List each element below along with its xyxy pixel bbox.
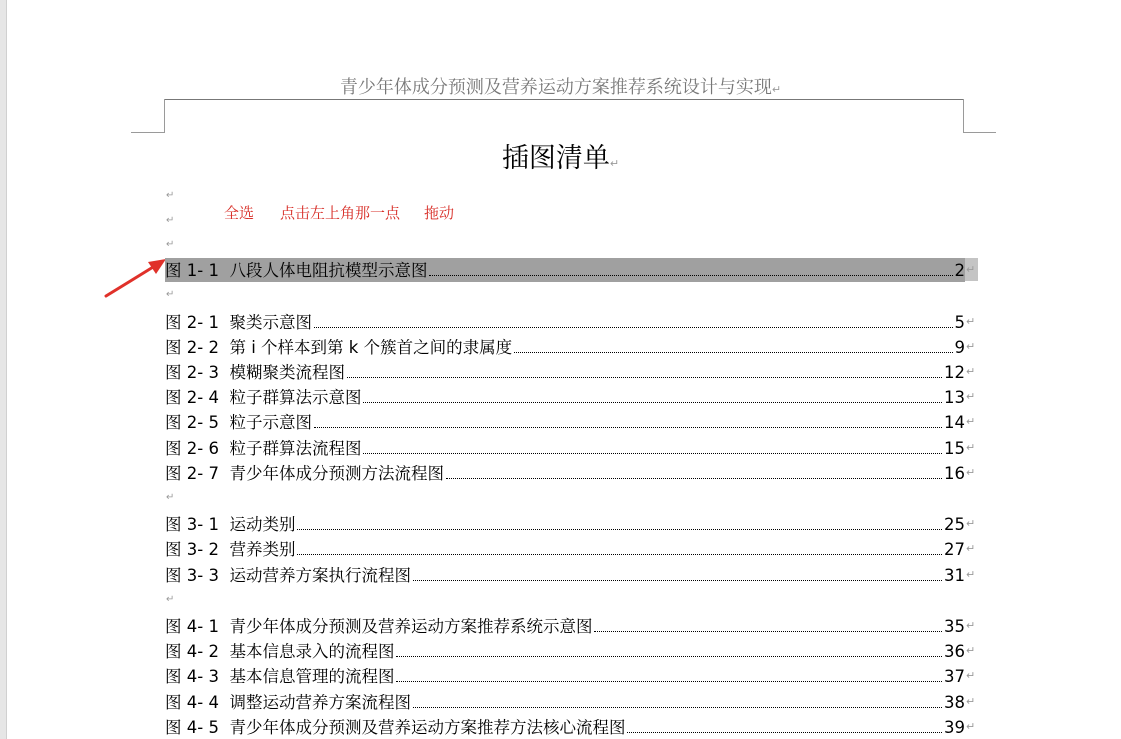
toc-entry-label: 图 1- 1 八段人体电阻抗模型示意图: [165, 261, 428, 280]
dot-leader: [514, 352, 952, 353]
crop-mark-top-left-horizontal: [131, 132, 165, 133]
toc-page-number: 35: [944, 617, 965, 636]
dot-leader: [396, 656, 942, 657]
toc-entry-label: 图 2- 6 粒子群算法流程图: [165, 439, 362, 458]
paragraph-mark: ↵: [966, 415, 976, 428]
toc-entry-label: 图 2- 7 青少年体成分预测方法流程图: [165, 464, 444, 483]
dot-leader: [314, 327, 953, 328]
toc-entry[interactable]: [165, 461, 976, 485]
toc-page-number: 9: [954, 338, 965, 357]
toc-entry[interactable]: [165, 664, 976, 688]
instruction-select-all: 全选: [224, 204, 255, 222]
paragraph-mark: ↵: [966, 466, 976, 479]
toc-entry[interactable]: [165, 537, 976, 561]
paragraph-mark: ↵: [966, 340, 976, 353]
page-title-text: 插图清单: [501, 143, 610, 174]
toc-entry[interactable]: [165, 335, 976, 359]
dot-leader: [396, 681, 942, 682]
toc-entry-label: 图 4- 5 青少年体成分预测及营养运动方案推荐方法核心流程图: [165, 718, 626, 737]
toc-entry[interactable]: [165, 715, 976, 739]
paragraph-mark: ↵: [966, 669, 976, 682]
toc-entry-label: 图 3- 3 运动营养方案执行流程图: [165, 566, 411, 585]
empty-paragraph-mark: ↵: [166, 289, 175, 300]
dot-leader: [429, 275, 952, 276]
toc-entry-label: 图 2- 3 模糊聚类流程图: [165, 363, 345, 382]
dot-leader: [594, 631, 942, 632]
paragraph-mark: ↵: [609, 157, 620, 170]
paragraph-mark: ↵: [966, 441, 976, 454]
dot-leader: [347, 377, 942, 378]
toc-entry[interactable]: [165, 639, 976, 663]
toc-entry-label: 图 2- 2 第 i 个样本到第 k 个簇首之间的隶属度: [165, 338, 513, 357]
header-rule: [164, 99, 964, 100]
dot-leader: [627, 732, 942, 733]
empty-paragraph-mark: ↵: [166, 594, 175, 605]
paragraph-mark: ↵: [966, 315, 976, 328]
toc-entry-label: 图 2- 1 聚类示意图: [165, 313, 312, 332]
paragraph-mark: ↵: [966, 695, 976, 708]
toc-entry[interactable]: [165, 690, 976, 714]
window-left-edge: [0, 0, 7, 739]
crop-mark-top-right-horizontal: [963, 132, 996, 133]
dot-leader: [413, 580, 942, 581]
empty-paragraph-mark: ↵: [166, 492, 175, 503]
toc-page-number: 27: [944, 540, 965, 559]
dot-leader: [297, 529, 942, 530]
dot-leader: [446, 478, 942, 479]
crop-mark-top-right-vertical: [963, 99, 964, 132]
toc-page-number: 15: [944, 439, 965, 458]
paragraph-mark: ↵: [966, 644, 976, 657]
toc-page-number: 39: [944, 718, 965, 737]
toc-entry[interactable]: [165, 436, 976, 460]
paragraph-mark: ↵: [771, 83, 782, 96]
toc-page-number: 25: [944, 515, 965, 534]
toc-entry[interactable]: [165, 310, 976, 334]
toc-page-number: 16: [944, 464, 965, 483]
running-header-text: 青少年体成分预测及营养运动方案推荐系统设计与实现: [339, 77, 772, 98]
paragraph-mark: ↵: [966, 390, 976, 403]
toc-entry-label: 图 4- 4 调整运动营养方案流程图: [165, 693, 411, 712]
toc-entry[interactable]: [165, 563, 976, 587]
dot-leader: [363, 402, 942, 403]
paragraph-mark: ↵: [966, 365, 976, 378]
paragraph-mark: ↵: [966, 263, 976, 276]
empty-paragraph-mark: ↵: [166, 215, 175, 226]
paragraph-mark: ↵: [966, 542, 976, 555]
page-title: [0, 136, 1121, 175]
crop-mark-top-left-vertical: [164, 99, 165, 132]
toc-entry[interactable]: [165, 512, 976, 536]
red-arrow-annotation: [100, 254, 170, 300]
toc-entry-label: 图 2- 5 粒子示意图: [165, 413, 312, 432]
toc-page-number: 37: [944, 667, 965, 686]
toc-entry-label: 图 3- 2 营养类别: [165, 540, 296, 559]
dot-leader: [297, 554, 942, 555]
toc-page-number: 5: [954, 313, 965, 332]
toc-entry-label: 图 4- 1 青少年体成分预测及营养运动方案推荐系统示意图: [165, 617, 593, 636]
instruction-click-corner: 点击左上角那一点: [280, 204, 401, 222]
paragraph-mark: ↵: [966, 619, 976, 632]
toc-entry-label: 图 4- 2 基本信息录入的流程图: [165, 642, 395, 661]
toc-page-number: 13: [944, 388, 965, 407]
instruction-drag: 拖动: [424, 204, 455, 222]
toc-page-number: 38: [944, 693, 965, 712]
toc-entry[interactable]: [165, 410, 976, 434]
toc-entry-label: 图 3- 1 运动类别: [165, 515, 296, 534]
toc-page-number: 36: [944, 642, 965, 661]
dot-leader: [413, 707, 942, 708]
toc-entry[interactable]: [165, 360, 976, 384]
toc-page-number: 14: [944, 413, 965, 432]
toc-page-number: 12: [944, 363, 965, 382]
dot-leader: [314, 427, 942, 428]
toc-entry-selected[interactable]: [165, 258, 976, 282]
toc-entry[interactable]: [165, 385, 976, 409]
running-header: [0, 73, 1121, 99]
toc-entry[interactable]: [165, 614, 976, 638]
dot-leader: [363, 453, 942, 454]
paragraph-mark: ↵: [966, 517, 976, 530]
empty-paragraph-mark: ↵: [166, 190, 175, 201]
paragraph-mark: ↵: [966, 720, 976, 733]
toc-entry-label: 图 2- 4 粒子群算法示意图: [165, 388, 362, 407]
toc-page-number: 2: [954, 261, 965, 280]
paragraph-mark: ↵: [966, 568, 976, 581]
empty-paragraph-mark: ↵: [166, 239, 175, 250]
toc-entry-label: 图 4- 3 基本信息管理的流程图: [165, 667, 395, 686]
toc-page-number: 31: [944, 566, 965, 585]
